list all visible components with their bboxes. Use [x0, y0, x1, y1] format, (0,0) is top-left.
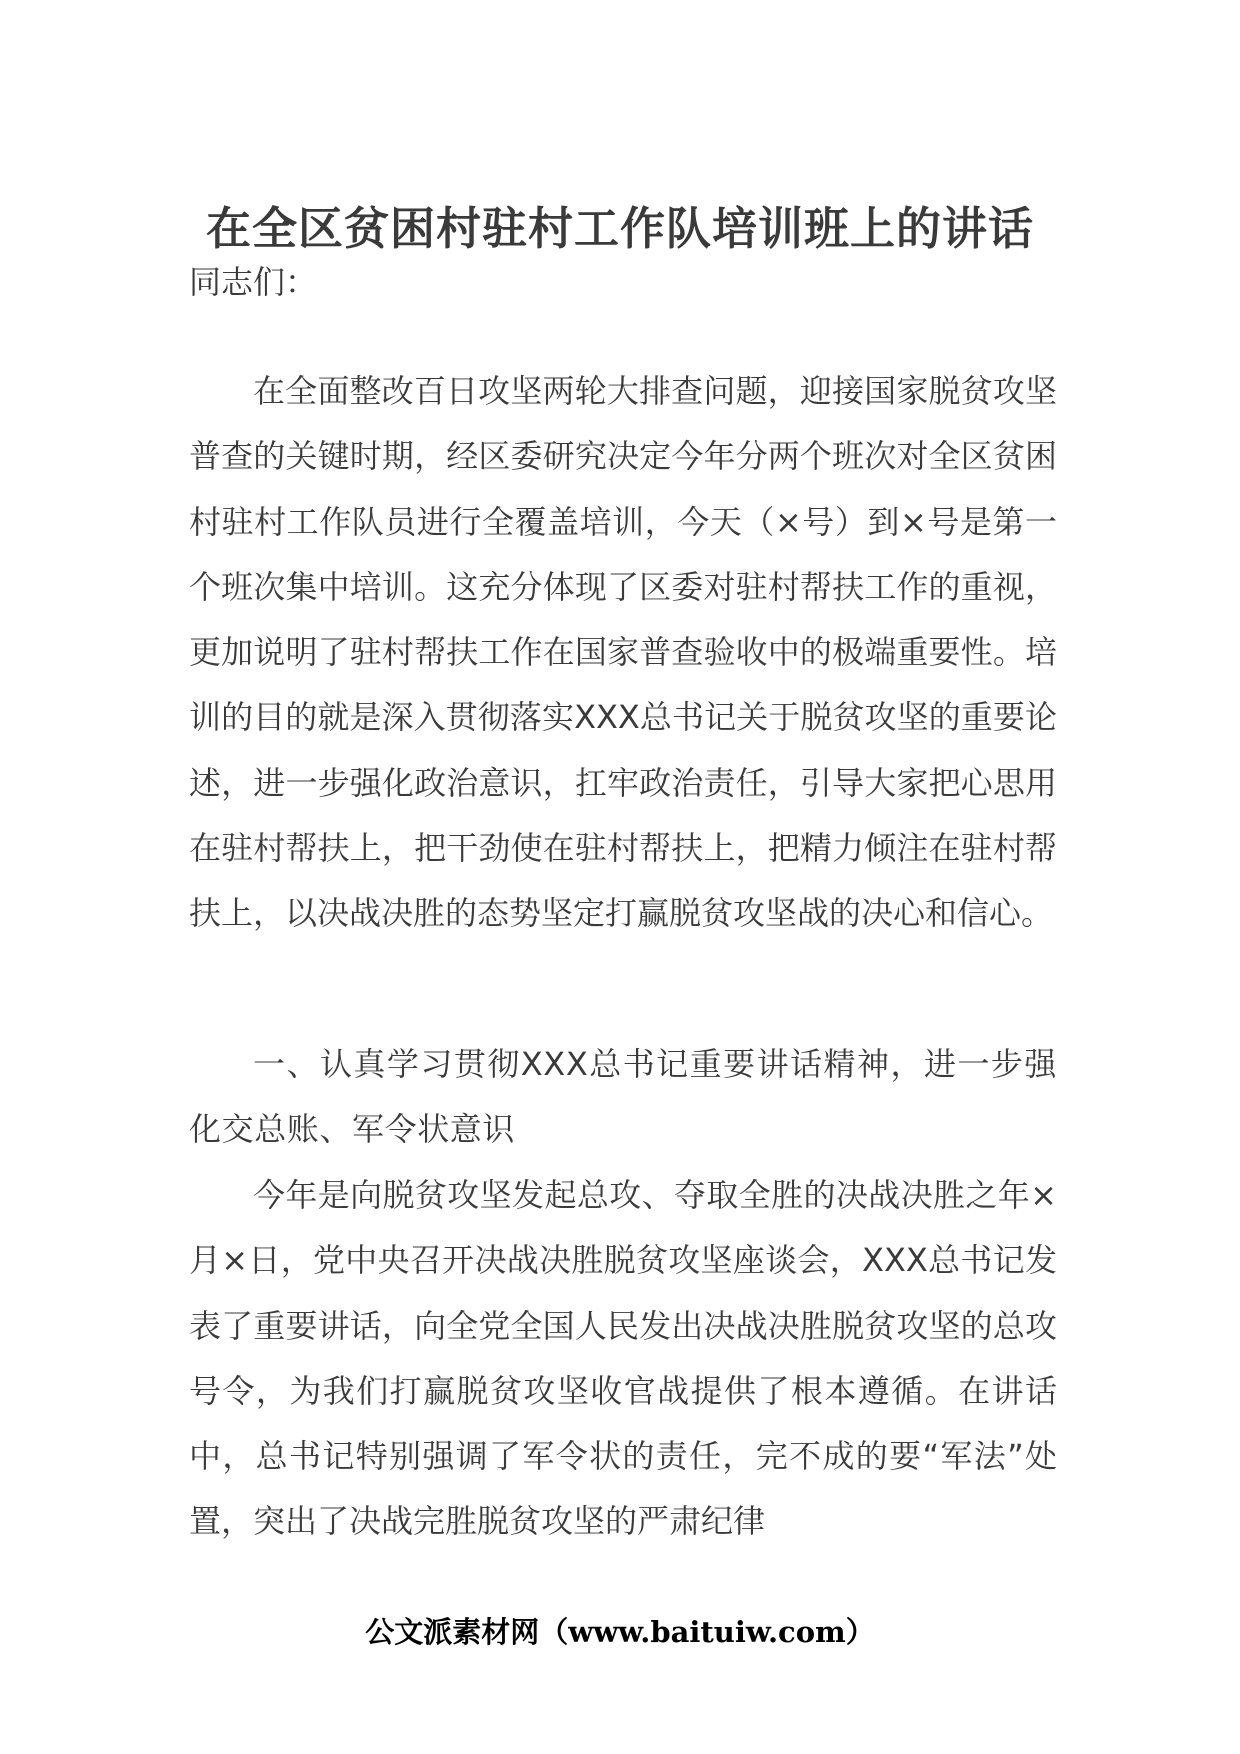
footer-watermark: 公文派素材网（www.baituiw.com）: [365, 1615, 875, 1649]
paragraph-intro: 在全面整改百日攻坚两轮大排查问题，迎接国家脱贫攻坚普查的关键时期，经区委研究决定今年分两个班次对全区贫困村驻村工作队员进行全覆盖培训，今天（×号）到×号是第一个班次集中培训。这充分体现了区委对驻村帮扶工作的重视，更加说明了驻村帮扶工作在国家普查验收中的极端重要性。培训的目的就是深入贯彻落实XXX总书记关于脱贫攻坚的重要论述，进一步强化政治意识，扛牢政治责任，引导大家把心思用在驻村帮扶上，把干劲使在驻村帮扶上，把精力倾注在驻村帮扶上，以决战决胜的态势坚定打赢脱贫攻坚战的决心和信心。: [189, 372, 1057, 933]
paragraph-section-1: 今年是向脱贫攻坚发起总攻、夺取全胜的决战决胜之年×月×日，党中央召开决战决胜脱贫攻坚座谈会，XXX总书记发表了重要讲话，向全党全国人民发出决战决胜脱贫攻坚的总攻号令，为我们打赢脱贫攻坚收官战提供了根本遵循。在讲话中，总书记特别强调了军令状的责任，完不成的要“军法”处置，突出了决战完胜脱贫攻坚的严肃纪律: [189, 1176, 1057, 1541]
document-title: 在全区贫困村驻村工作队培训班上的讲话: [205, 202, 1034, 255]
section-heading-1: 一、认真学习贯彻XXX总书记重要讲话精神，进一步强化交总账、军令状意识: [189, 1045, 1057, 1149]
greeting: 同志们：: [189, 263, 318, 301]
